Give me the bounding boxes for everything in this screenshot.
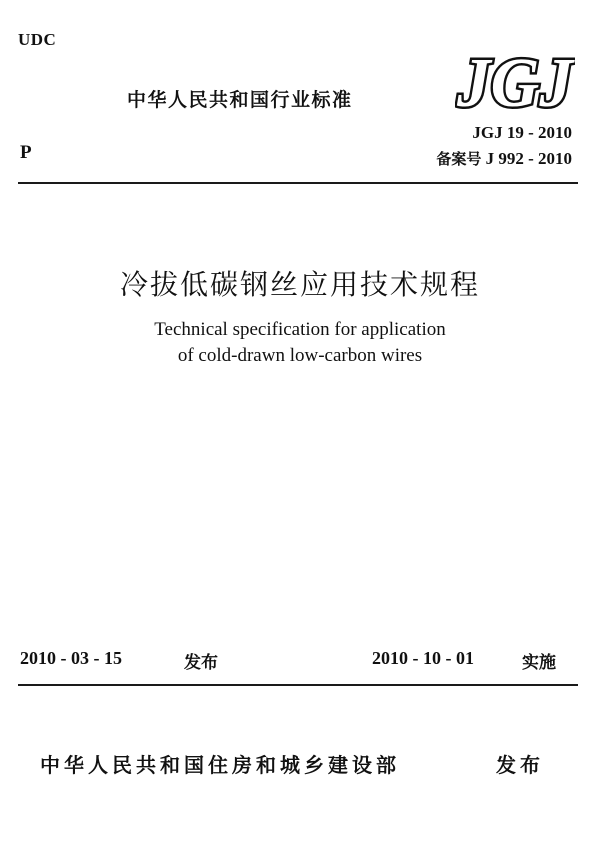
title-english-line2: of cold-drawn low-carbon wires (177, 345, 423, 366)
bottom-divider (18, 684, 578, 686)
udc-label: UDC (18, 30, 57, 49)
record-number: J 992 - 2010 (485, 149, 572, 168)
standard-code: JGJ 19 - 2010 (472, 123, 572, 142)
record-number-line (436, 148, 572, 169)
implementation-label: 实施 (522, 653, 556, 673)
issue-label: 发布 (184, 653, 218, 673)
classification-code: P (20, 142, 32, 163)
top-divider (18, 182, 578, 184)
jgj-logo (455, 46, 575, 116)
record-label: 备案号 (436, 150, 482, 168)
issue-date: 2010 - 03 - 15 (20, 648, 122, 668)
standard-type-heading: 中华人民共和国行业标准 (127, 89, 353, 111)
implementation-date: 2010 - 10 - 01 (372, 648, 474, 668)
publisher-name: 中华人民共和国住房和城乡建设部 (40, 753, 400, 777)
publish-label: 发布 (496, 753, 544, 777)
title-chinese: 冷拔低碳钢丝应用技术规程 (119, 268, 480, 301)
jgj-logo-text: JGJ (456, 46, 575, 116)
title-english-line1: Technical specification for application (154, 319, 446, 340)
